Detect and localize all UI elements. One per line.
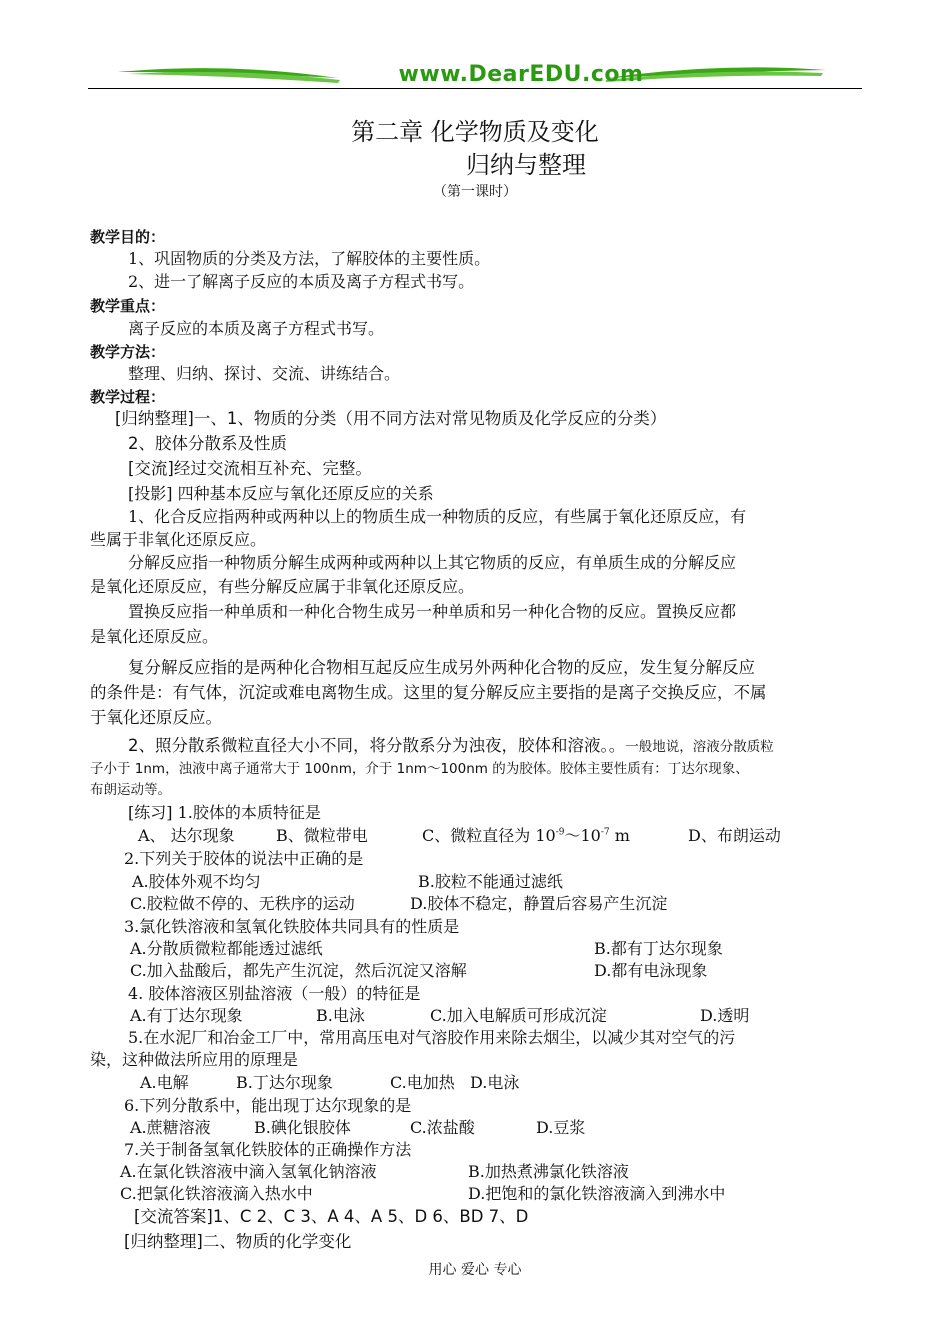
q5-option-a: A.电解 [140,1073,189,1092]
q6-option-a: A.蔗糖溶液 [130,1118,211,1137]
q1-option-d: D、布朗运动 [688,826,781,845]
q1-c-mid: ～10 [564,826,601,845]
q5-option-d: D.电泳 [470,1073,520,1092]
objectives-heading: 教学目的： [90,228,166,246]
focus-heading: 教学重点： [90,297,166,315]
q1-option-b: B、微粒带电 [276,826,368,845]
focus-text: 离子反应的本质及离子方程式书写。 [128,319,385,338]
q7-option-c: C.把氯化铁溶液滴入热水中 [120,1184,313,1203]
q2-option-d: D.胶体不稳定，静置后容易产生沉淀 [410,894,668,913]
question-7: 7.关于制备氢氧化铁胶体的正确操作方法 [124,1140,412,1159]
double-line-1: 复分解反应指的是两种化合物相互起反应生成另外两种化合物的反应，发生复分解反应 [128,658,755,677]
dispersion-line-1b: 一般地说，溶液分散质粒 [625,739,774,755]
objective-1: 1、巩固物质的分类及方法，了解胶体的主要性质。 [128,249,491,268]
page-footer: 用心 爱心 专心 [428,1262,522,1278]
dispersion-line-1a: 2、照分散系微粒直径大小不同，将分散系分为浊夜，胶体和溶液。。 [128,736,626,755]
question-4: 4. 胶体溶液区别盐溶液（一般）的特征是 [128,984,421,1003]
q2-option-b: B.胶粒不能通过滤纸 [418,872,563,891]
q3-option-d: D.都有电泳现象 [594,961,708,980]
q1-option-c [422,826,630,846]
question-6: 6.下列分散系中，能出现丁达尔现象的是 [124,1096,412,1115]
question-5-line-1: 5.在水泥厂和冶金工厂中，常用高压电对气溶胶作用来除去烟尘，以减少其对空气的污 [128,1028,736,1047]
question-3: 3.氯化铁溶液和氢氧化铁胶体共同具有的性质是 [124,917,460,936]
q4-option-a: A.有丁达尔现象 [130,1006,243,1025]
combination-line-2: 些属于非氧化还原反应。 [90,530,267,549]
q4-option-d: D.透明 [700,1006,750,1025]
summary-1: [归纳整理]一、1、物质的分类（用不同方法对常见物质及化学反应的分类） [115,409,667,428]
summary-2: [归纳整理]二、物质的化学变化 [124,1232,352,1251]
q1-c-unit: m [609,826,630,845]
q3-option-b: B.都有丁达尔现象 [594,939,723,958]
process-heading: 教学过程： [90,388,166,406]
projection-line: [投影] 四种基本反应与氧化还原反应的关系 [128,484,434,503]
q7-option-d: D.把饱和的氯化铁溶液滴入到沸水中 [468,1184,726,1203]
colloid-line: 2、胶体分散系及性质 [128,434,287,453]
method-heading: 教学方法： [90,343,166,361]
displacement-line-1: 置换反应指一种单质和一种化合物生成另一种单质和另一种化合物的反应。置换反应都 [128,602,737,621]
q6-option-c: C.浓盐酸 [410,1118,475,1137]
logo-text: www.DearEDU.com [398,62,644,87]
combination-line-1: 1、化合反应指两种或两种以上的物质生成一种物质的反应，有些属于氧化还原反应，有 [128,507,747,526]
chapter-subtitle: 归纳与整理 [466,151,586,179]
q7-option-b: B.加热煮沸氯化铁溶液 [468,1162,629,1181]
q6-option-d: D.豆浆 [536,1118,586,1137]
question-2: 2.下列关于胶体的说法中正确的是 [124,849,364,868]
q5-option-c: C.电加热 [390,1073,455,1092]
displacement-line-2: 是氧化还原反应。 [90,627,219,646]
exchange-answers: [交流答案]1、C 2、C 3、A 4、A 5、D 6、BD 7、D [134,1207,529,1226]
q1-c-exp1: -9 [555,827,565,838]
objective-2: 2、进一了解离子反应的本质及离子方程式书写。 [128,272,475,291]
method-text: 整理、归纳、探讨、交流、讲练结合。 [128,364,401,383]
dispersion-line-3: 布朗运动等。 [90,782,171,798]
q3-option-a: A.分散质微粒都能透过滤纸 [130,939,323,958]
q4-option-b: B.电泳 [316,1006,365,1025]
decomposition-line-1: 分解反应指一种物质分解生成两种或两种以上其它物质的反应，有单质生成的分解反应 [128,553,737,572]
q2-option-c: C.胶粒做不停的、无秩序的运动 [130,894,355,913]
header-rule [88,88,862,89]
q1-c-exp2: -7 [600,827,610,838]
chapter-title: 第二章 化学物质及变化 [351,118,599,146]
q6-option-b: B.碘化银胶体 [254,1118,351,1137]
q1-option-a: A、 达尔现象 [138,826,235,845]
q2-option-a: A.胶体外观不均匀 [132,872,261,891]
q1-c-pre: C、微粒直径为 10 [422,826,556,845]
double-line-2: 的条件是：有气体，沉淀或难电离物生成。这里的复分解反应主要指的是离子交换反应，不属 [90,683,767,702]
exchange-line: [交流]经过交流相互补充、完整。 [128,459,372,478]
q4-option-c: C.加入电解质可形成沉淀 [430,1006,607,1025]
lesson-label: （第一课时） [433,184,517,200]
q7-option-a: A.在氯化铁溶液中滴入氢氧化钠溶液 [120,1162,377,1181]
decomposition-line-2: 是氧化还原反应，有些分解反应属于非氧化还原反应。 [90,577,475,596]
q3-option-c: C.加入盐酸后，都先产生沉淀，然后沉淀又溶解 [130,961,467,980]
dispersion-line-2: 子小于 1nm，浊液中离子通常大于 100nm，介于 1nm～100nm 的为胶体。胶体主要性质有：丁达尔现象、 [90,761,749,777]
question-1: [练习] 1.胶体的本质特征是 [128,803,321,822]
dispersion-line-1 [128,736,774,757]
double-line-3: 于氧化还原反应。 [90,708,222,727]
question-5-line-2: 染，这种做法所应用的原理是 [90,1050,299,1069]
q5-option-b: B.丁达尔现象 [236,1073,333,1092]
